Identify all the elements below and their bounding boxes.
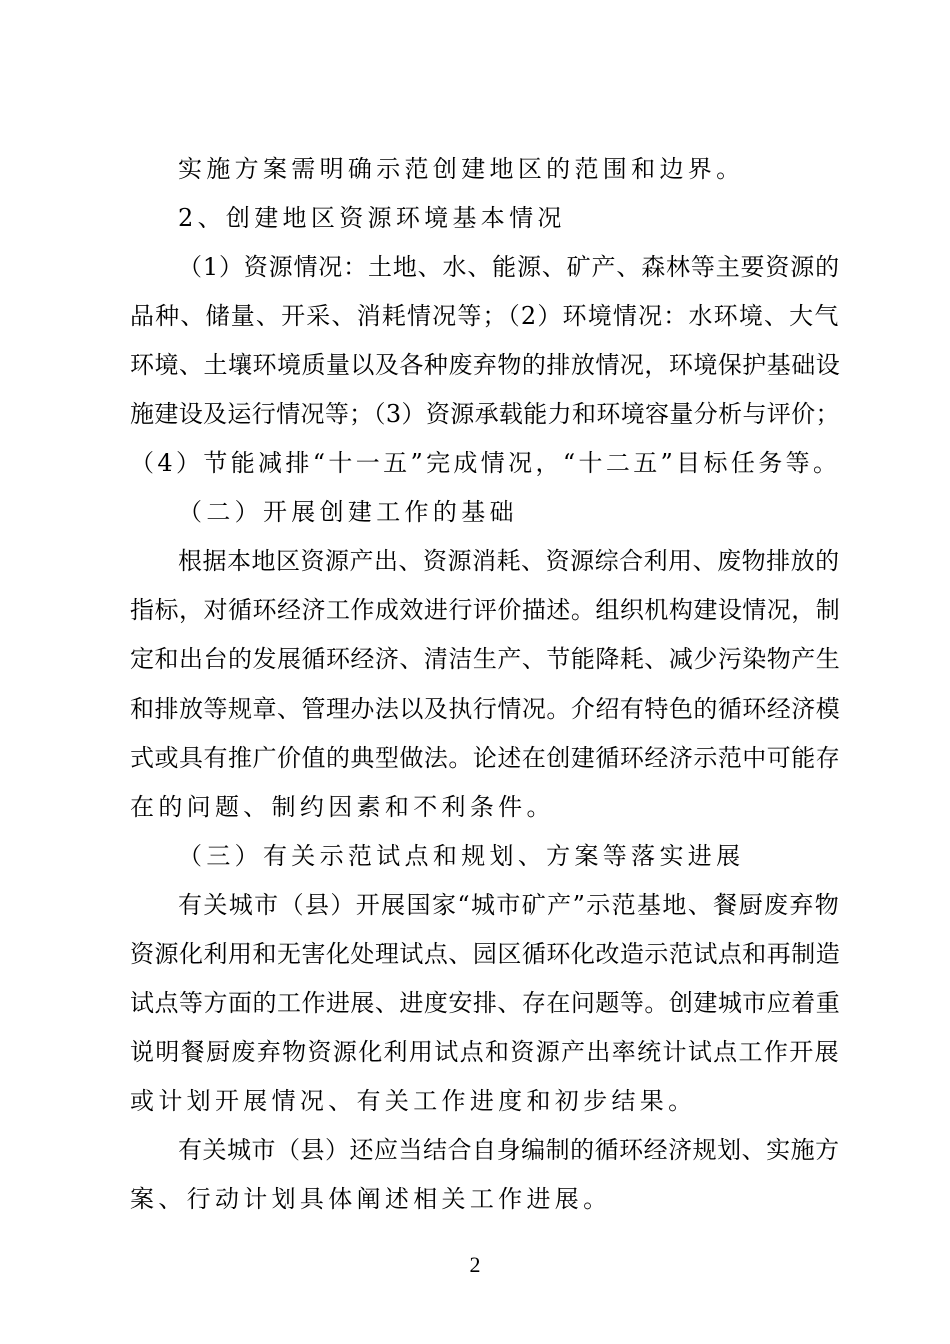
text-line: 有关城市（县）还应当结合自身编制的循环经济规划、实施方: [178, 1136, 840, 1164]
text-line: 施建设及运行情况等；（3）资源承载能力和环境容量分析与评价；: [130, 400, 840, 428]
text-line: 实施方案需明确示范创建地区的范围和边界。: [178, 155, 745, 183]
section-heading: 2、创建地区资源环境基本情况: [178, 204, 566, 232]
text-line: 指标，对循环经济工作成效进行评价描述。组织机构建设情况，制: [130, 596, 841, 624]
text-line: 环境、土壤环境质量以及各种废弃物的排放情况，环境保护基础设: [130, 351, 841, 379]
text-line: 资源化利用和无害化处理试点、园区循环化改造示范试点和再制造: [130, 940, 841, 968]
text-line: 试点等方面的工作进展、进度安排、存在问题等。创建城市应着重: [130, 989, 841, 1017]
text-line: 在的问题、制约因素和不利条件。: [130, 793, 555, 821]
section-heading: （三）有关示范试点和规划、方案等落实进展: [178, 842, 745, 870]
text-line: 有关城市（县）开展国家“城市矿产”示范基地、餐厨废弃物: [178, 891, 841, 919]
page-number: 2: [469, 1252, 481, 1277]
text-line: 品种、储量、开采、消耗情况等；（2）环境情况：水环境、大气: [130, 302, 840, 330]
text-line: （4）节能减排“十一五”完成情况，“十二五”目标任务等。: [130, 449, 841, 477]
text-line: 案、行动计划具体阐述相关工作进展。: [130, 1185, 612, 1213]
text-line: 根据本地区资源产出、资源消耗、资源综合利用、废物排放的: [178, 547, 840, 575]
text-line: 定和出台的发展循环经济、清洁生产、节能降耗、减少污染物产生: [130, 645, 841, 673]
text-line: 和排放等规章、管理办法以及执行情况。介绍有特色的循环经济模: [130, 695, 841, 723]
text-line: 或计划开展情况、有关工作进度和初步结果。: [130, 1087, 697, 1115]
section-heading: （二）开展创建工作的基础: [178, 498, 518, 526]
text-line: （1）资源情况：土地、水、能源、矿产、森林等主要资源的: [178, 253, 840, 281]
text-line: 式或具有推广价值的典型做法。论述在创建循环经济示范中可能存: [130, 744, 841, 772]
text-line: 说明餐厨废弃物资源化利用试点和资源产出率统计试点工作开展: [130, 1038, 840, 1066]
